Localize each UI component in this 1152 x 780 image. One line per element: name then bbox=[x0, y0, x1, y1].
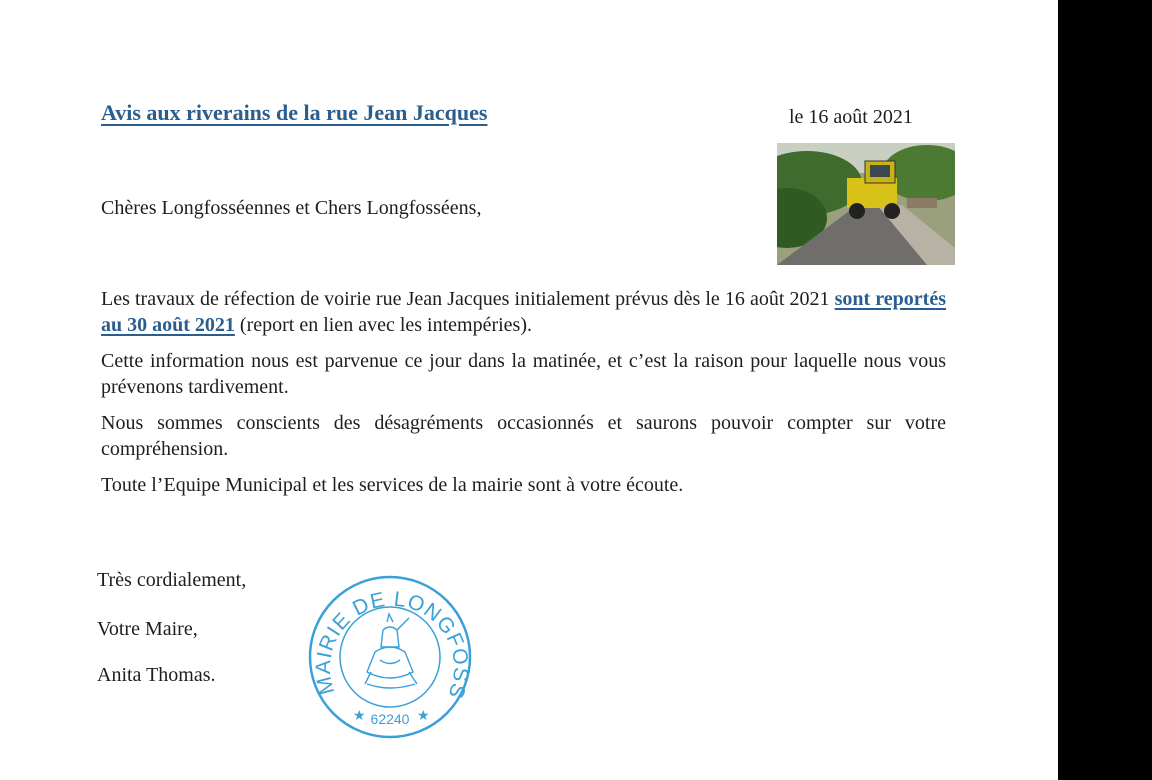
scan-border bbox=[1058, 0, 1152, 780]
paragraph-apology: Nous sommes conscients des désagréments occasionnés et saurons pouvoir compter sur votre compréhension. bbox=[101, 412, 946, 460]
letter-date: le 16 août 2021 bbox=[789, 106, 913, 128]
stamp-star-icon: ★ bbox=[353, 708, 366, 724]
paragraph-contact: Toute l’Equipe Municipal et les services de la mairie sont à votre écoute. bbox=[101, 474, 684, 496]
postponement-date: sont reportés au 30 août 2021 bbox=[101, 288, 947, 336]
roadworks-photo-illustration bbox=[777, 143, 955, 265]
closing-greeting: Très cordialement, bbox=[97, 569, 247, 591]
postponement-text-start: Les travaux de réfection de voirie rue Jean Jacques initialement prévus dès le 16 août 2021 bbox=[101, 288, 835, 310]
paragraph-postponement bbox=[101, 286, 946, 338]
signatory-name: Anita Thomas. bbox=[97, 664, 216, 686]
stamp-seal bbox=[305, 572, 475, 742]
page-title: Avis aux riverains de la rue Jean Jacques bbox=[101, 100, 488, 125]
stamp-text: MAIRIE DE LONGFOSS bbox=[311, 587, 473, 703]
paragraph-information: Cette information nous est parvenue ce jour dans la matinée, et c’est la raison pour laquelle nous vous prévenons tardivement. bbox=[101, 350, 946, 398]
salutation: Chères Longfosséennes et Chers Longfosséens, bbox=[101, 197, 482, 219]
roadworks-photo bbox=[777, 143, 955, 265]
signatory-role: Votre Maire, bbox=[97, 618, 198, 640]
stamp-postcode: 62240 bbox=[370, 711, 410, 727]
postponement-text-end: (report en lien avec les intempéries). bbox=[234, 314, 532, 336]
mairie-stamp bbox=[305, 572, 475, 742]
liberty-emblem-icon bbox=[365, 614, 417, 688]
svg-text:MAIRIE DE LONGFOSSE bbox=[305, 572, 472, 702]
stamp-star-icon: ★ bbox=[417, 708, 430, 724]
letter-body bbox=[101, 286, 946, 508]
